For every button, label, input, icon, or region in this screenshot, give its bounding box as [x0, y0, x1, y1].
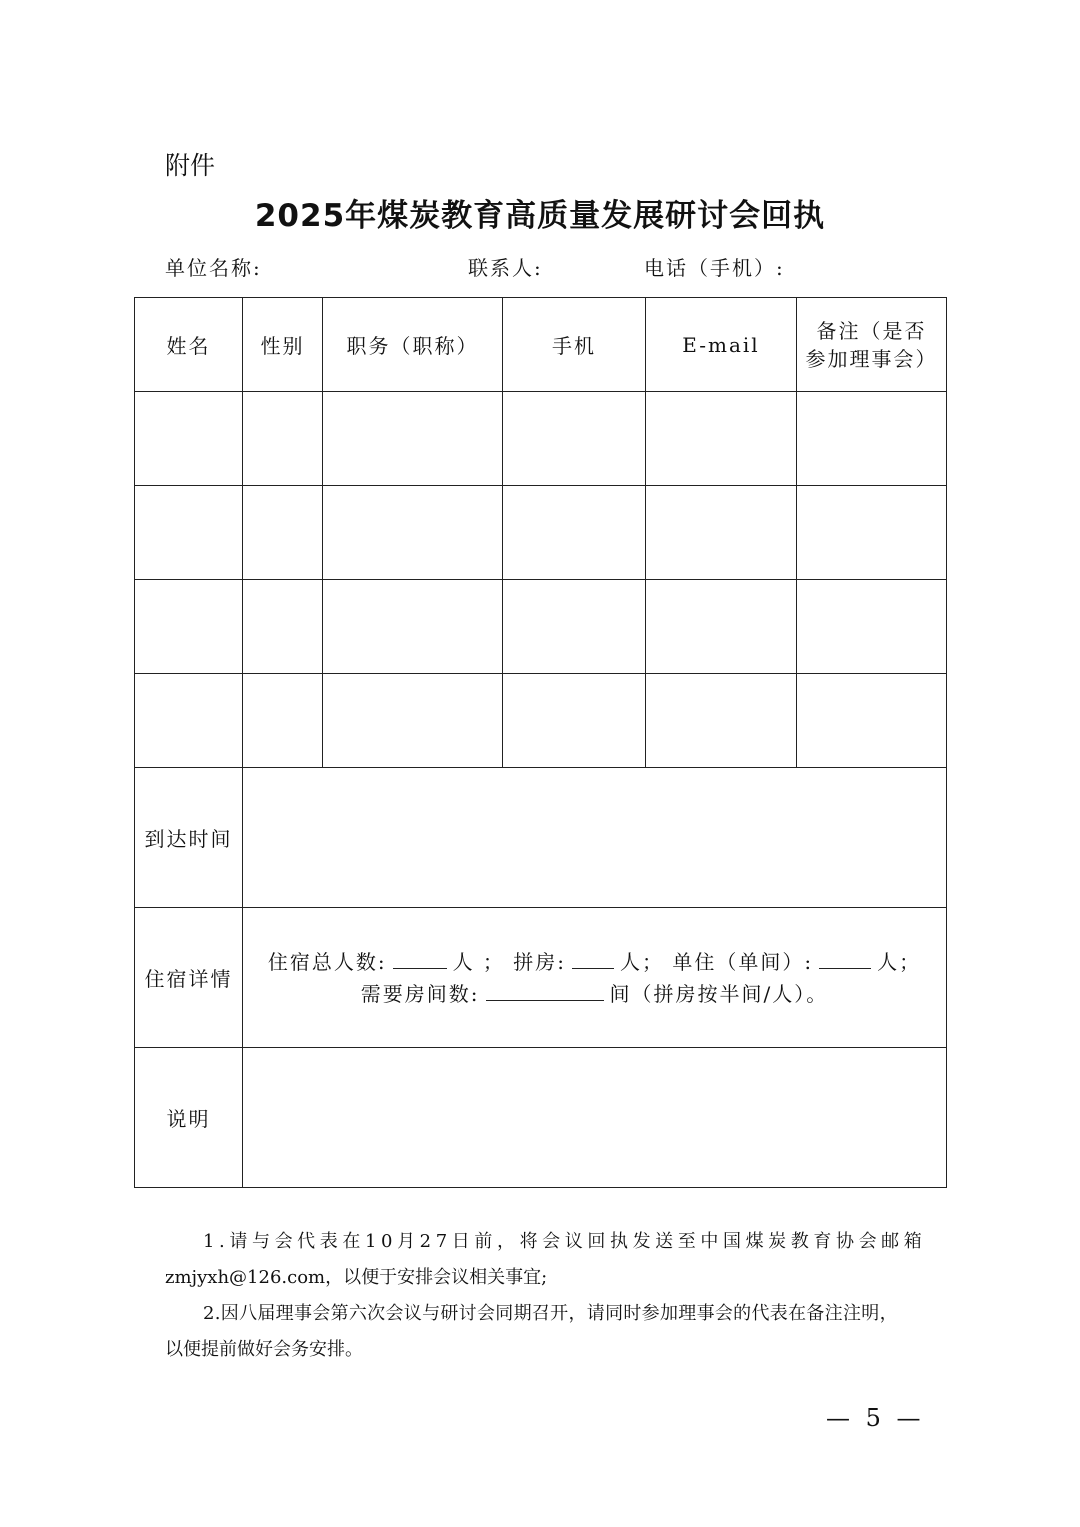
mobile-cell[interactable]: [503, 674, 646, 768]
remark-cell[interactable]: [797, 674, 947, 768]
accommodation-row: [135, 908, 947, 1048]
arrival-time-field[interactable]: [243, 768, 947, 908]
name-cell[interactable]: [135, 580, 243, 674]
shared-room-unit: 人；: [620, 949, 665, 974]
header-position: 职务（职称）: [323, 298, 503, 392]
header-gender: 性别: [243, 298, 323, 392]
mobile-cell[interactable]: [503, 486, 646, 580]
header-remark-line2: 参加理事会）: [805, 346, 938, 371]
attachment-label: 附件: [165, 151, 216, 180]
table-row: [135, 486, 947, 580]
instructions: [165, 1224, 927, 1368]
gender-cell[interactable]: [243, 392, 323, 486]
accommodation-line-2: [243, 978, 946, 1010]
total-people-label: 住宿总人数:: [267, 949, 387, 974]
header-remark: [797, 298, 947, 392]
registration-form-table: [134, 297, 947, 1188]
email-cell[interactable]: [646, 580, 797, 674]
single-room-blank[interactable]: [819, 946, 871, 969]
arrival-time-row: [135, 768, 947, 908]
position-cell[interactable]: [323, 580, 503, 674]
notes-label: 说明: [135, 1048, 243, 1188]
name-cell[interactable]: [135, 674, 243, 768]
phone-label: 电话（手机）:: [644, 256, 785, 280]
total-people-unit: 人 ；: [452, 949, 505, 974]
gender-cell[interactable]: [243, 486, 323, 580]
position-cell[interactable]: [323, 392, 503, 486]
contact-person-label: 联系人:: [468, 256, 543, 280]
name-cell[interactable]: [135, 486, 243, 580]
accommodation-line-1: [243, 946, 946, 978]
single-room-unit: 人；: [877, 949, 922, 974]
remark-cell[interactable]: [797, 392, 947, 486]
gender-cell[interactable]: [243, 674, 323, 768]
table-row: [135, 674, 947, 768]
arrival-time-label: 到达时间: [135, 768, 243, 908]
header-email: E-mail: [646, 298, 797, 392]
unit-name-label: 单位名称:: [165, 256, 262, 280]
name-cell[interactable]: [135, 392, 243, 486]
rooms-needed-blank[interactable]: [486, 978, 604, 1001]
remark-cell[interactable]: [797, 486, 947, 580]
page-number: — 5 —: [826, 1404, 925, 1432]
rooms-needed-suffix: 间（拼房按半间/人）。: [609, 981, 829, 1006]
shared-room-label: 拼房:: [513, 949, 567, 974]
notes-row: [135, 1048, 947, 1188]
mobile-cell[interactable]: [503, 580, 646, 674]
table-row: [135, 392, 947, 486]
shared-room-blank[interactable]: [572, 946, 614, 969]
gender-cell[interactable]: [243, 580, 323, 674]
single-room-label: 单住（单间）:: [672, 949, 814, 974]
notes-field[interactable]: [243, 1048, 947, 1188]
header-remark-line1: 备注（是否: [816, 318, 927, 343]
position-cell[interactable]: [323, 674, 503, 768]
note-1-line-1: 1.请与会代表在10月27日前，将会议回执发送至中国煤炭教育协会邮箱: [203, 1231, 927, 1252]
note-2-line-2: 以便提前做好会务安排。: [165, 1339, 363, 1360]
accommodation-label: 住宿详情: [135, 908, 243, 1048]
table-row: [135, 580, 947, 674]
email-cell[interactable]: [646, 392, 797, 486]
email-cell[interactable]: [646, 674, 797, 768]
position-cell[interactable]: [323, 486, 503, 580]
note-2-line-1: 2.因八届理事会第六次会议与研讨会同期召开，请同时参加理事会的代表在备注注明，: [203, 1303, 898, 1324]
mobile-cell[interactable]: [503, 392, 646, 486]
note-1-line-2: zmjyxh@126.com，以便于安排会议相关事宜;: [165, 1267, 548, 1288]
email-cell[interactable]: [646, 486, 797, 580]
document-title: 2025年煤炭教育高质量发展研讨会回执: [254, 198, 826, 234]
header-name: 姓名: [135, 298, 243, 392]
total-people-blank[interactable]: [393, 946, 447, 969]
remark-cell[interactable]: [797, 580, 947, 674]
header-mobile: 手机: [503, 298, 646, 392]
accommodation-details: [243, 908, 947, 1048]
table-header-row: [135, 298, 947, 392]
rooms-needed-label: 需要房间数:: [360, 981, 480, 1006]
